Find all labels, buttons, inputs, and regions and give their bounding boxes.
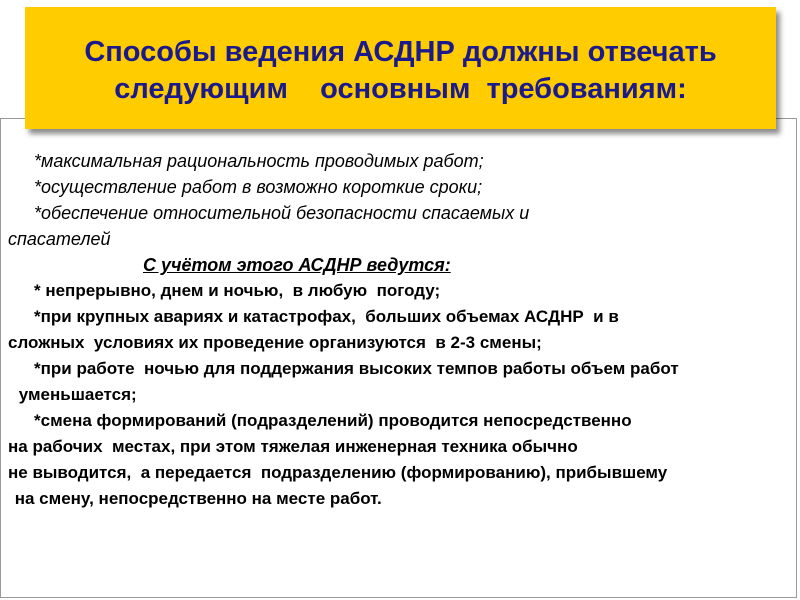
- condition-item-continuation: на смену, непосредственно на месте работ.: [10, 489, 382, 508]
- requirement-item: *осуществление работ в возможно короткие сроки;: [34, 177, 483, 197]
- section-heading: С учётом этого АСДНР ведутся:: [143, 255, 451, 275]
- requirement-item: *обеспечение относительной безопасности спасаемых и: [34, 203, 530, 223]
- body-text: [8, 148, 788, 512]
- title-line-2: следующим основным требованиям:: [114, 73, 687, 105]
- condition-item-continuation: не выводится, а передается подразделению (формированию), прибывшему: [8, 463, 668, 482]
- requirement-item-continuation: спасателей: [8, 229, 111, 249]
- title-line-1: Способы ведения АСДНР должны отвечать: [84, 36, 717, 68]
- requirement-item: *максимальная рациональность проводимых работ;: [34, 151, 484, 171]
- title-banner: [25, 7, 776, 129]
- condition-item-continuation: уменьшается;: [14, 385, 137, 404]
- condition-item-continuation: сложных условиях их проведение организуются в 2-3 смены;: [8, 333, 542, 352]
- condition-item: *при крупных авариях и катастрофах, больших объемах АСДНР и в: [34, 307, 619, 326]
- condition-item: * непрерывно, днем и ночью, в любую погоду;: [34, 281, 441, 300]
- condition-item: *смена формирований (подразделений) проводится непосредственно: [34, 411, 632, 430]
- condition-item: *при работе ночью для поддержания высоких темпов работы объем работ: [34, 359, 679, 378]
- condition-item-continuation: на рабочих местах, при этом тяжелая инженерная техника обычно: [8, 437, 578, 456]
